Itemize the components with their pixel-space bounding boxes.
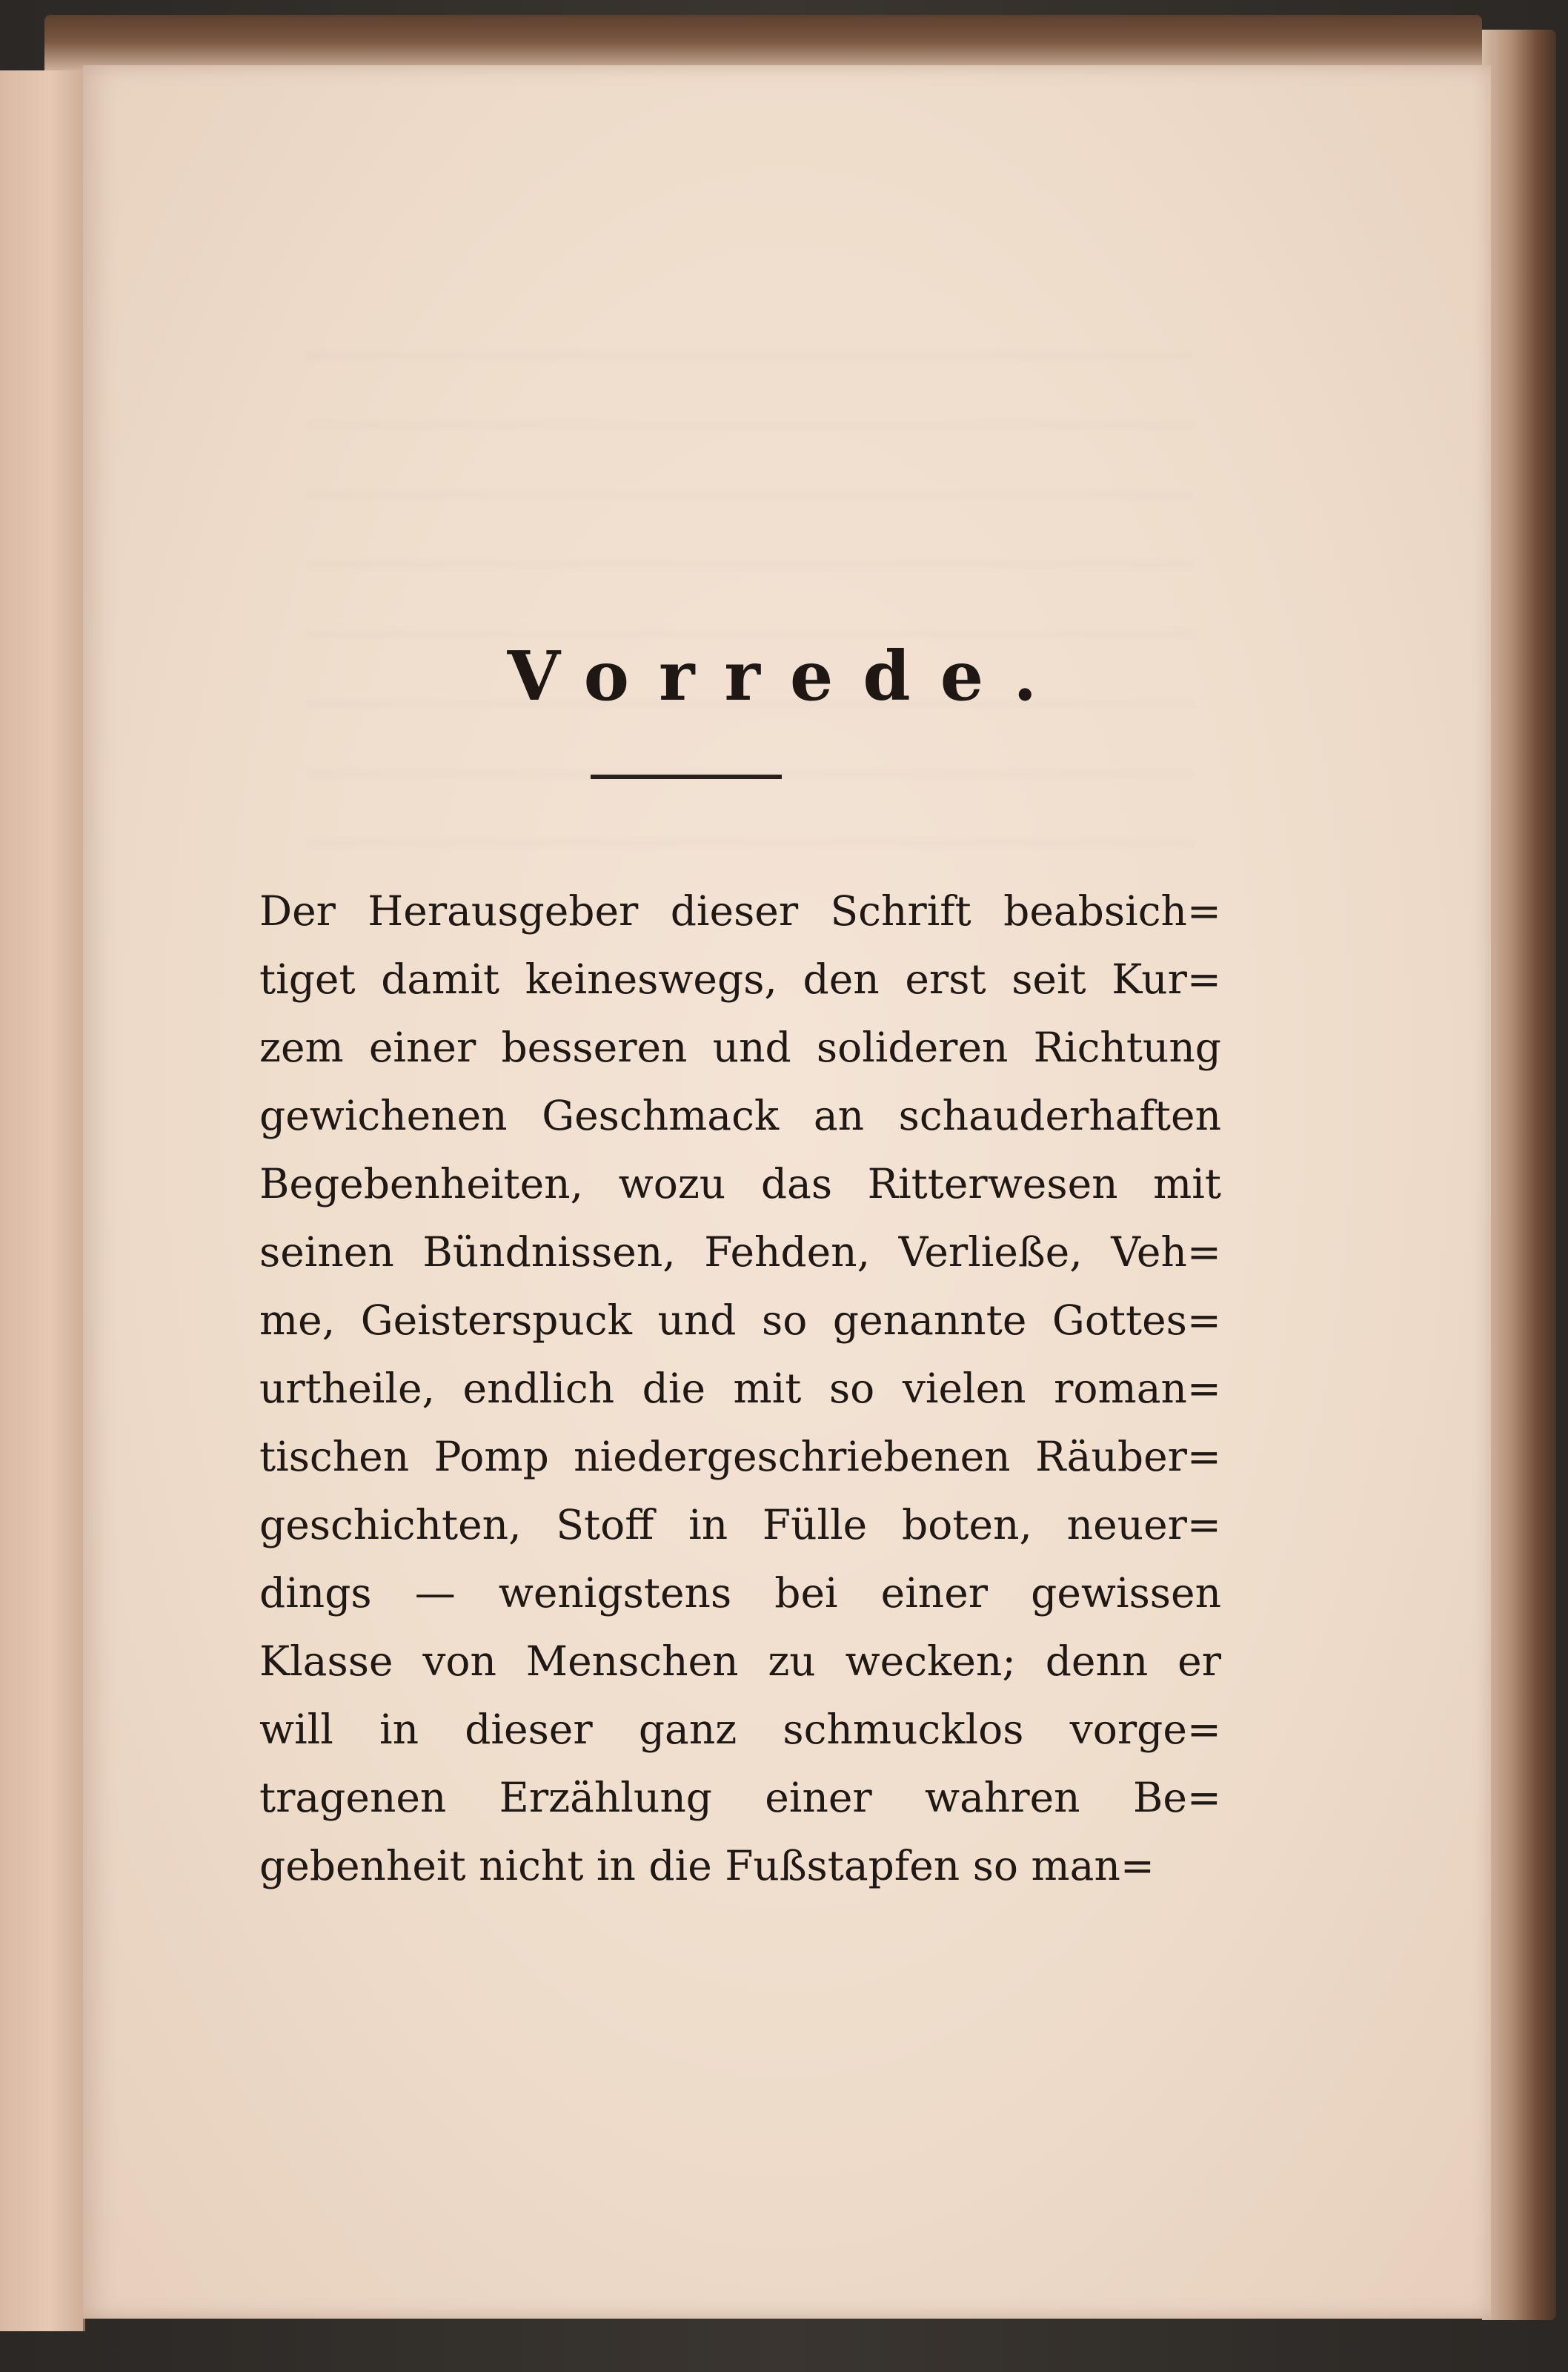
text-line: geschichten, Stoff in Fülle boten, neuer= <box>259 1501 1221 1548</box>
title-divider <box>591 775 782 779</box>
text-line: tragenen Erzählung einer wahren Be= <box>259 1774 1221 1821</box>
text-line: urtheile, endlich die mit so vielen roman= <box>259 1365 1221 1412</box>
text-line: dings — wenigstens bei einer gewissen <box>259 1569 1221 1617</box>
text-line: tiget damit keineswegs, den erst seit Kur= <box>259 955 1221 1003</box>
text-line: Der Herausgeber dieser Schrift beabsich= <box>259 887 1221 935</box>
page-title: Vorrede. <box>507 636 1067 716</box>
text-line: gewichenen Geschmack an schauderhaften <box>259 1092 1221 1139</box>
text-line: gebenheit nicht in die Fußstapfen so man= <box>259 1842 1155 1889</box>
text-line: Begebenheiten, wozu das Ritterwesen mit <box>259 1160 1221 1207</box>
book-cover-edge <box>1482 30 1556 2320</box>
text-line: seinen Bündnissen, Fehden, Verließe, Veh= <box>259 1228 1221 1276</box>
body-text <box>259 877 1221 1900</box>
text-line: will in dieser ganz schmucklos vorge= <box>259 1706 1221 1753</box>
text-line: me, Geisterspuck und so genannte Gottes= <box>259 1296 1221 1344</box>
book-page <box>83 65 1491 2319</box>
text-line: Klasse von Menschen zu wecken; denn er <box>259 1637 1221 1685</box>
show-through-texture <box>305 354 1195 873</box>
left-page-sliver <box>0 70 85 2331</box>
text-line: tischen Pomp niedergeschriebenen Räuber= <box>259 1433 1221 1480</box>
text-line: zem einer besseren und solideren Richtung <box>259 1024 1221 1071</box>
